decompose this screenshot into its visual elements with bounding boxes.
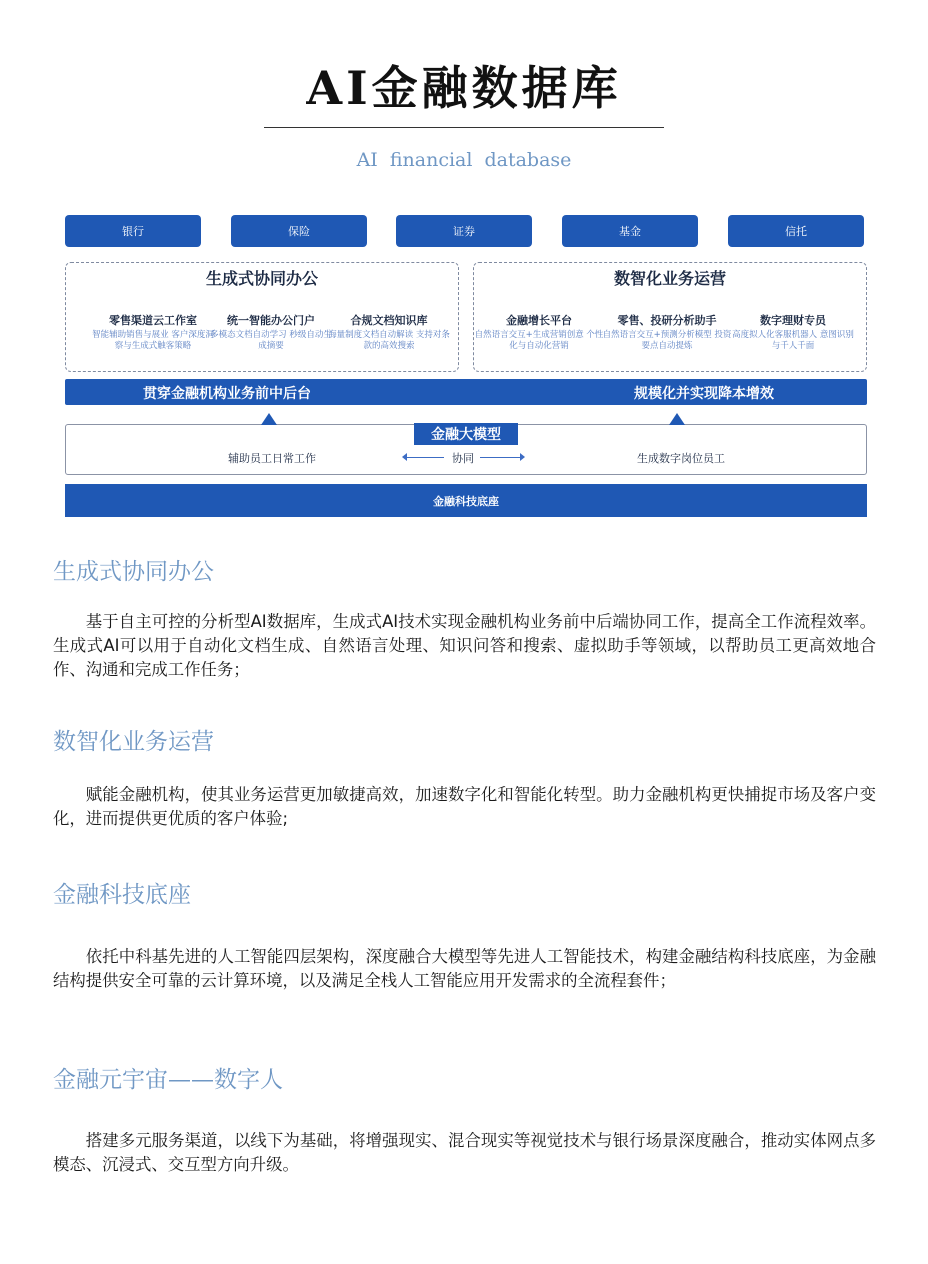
category-trust: 信托 [728, 215, 864, 247]
item-title: 数字理财专员 [760, 314, 826, 327]
fintech-base: 金融科技底座 [65, 484, 867, 517]
arrow-up-icon [669, 413, 685, 425]
arrow-left-icon [404, 457, 444, 458]
model-label: 金融大模型 [414, 423, 518, 445]
category-securities: 证券 [396, 215, 532, 247]
item-desc: 自然语言交互+预测分析模型 投资要点自动提炼 [602, 330, 732, 351]
arrow-left-head-icon [402, 453, 407, 461]
item-desc: 高度拟人化客服机器人 意图识别与千人千面 [732, 330, 854, 351]
arrow-up-icon [261, 413, 277, 425]
item-title: 金融增长平台 [506, 314, 572, 327]
item-title: 零售、投研分析助手 [617, 314, 717, 327]
model-left-text: 辅助员工日常工作 [228, 452, 316, 465]
page-title: AI金融数据库 [306, 61, 622, 115]
category-insurance: 保险 [231, 215, 367, 247]
arrow-right-head-icon [520, 453, 525, 461]
arrow-right-icon [480, 457, 520, 458]
section-heading: 金融科技底座 [53, 882, 191, 908]
item-title: 统一智能办公门户 [227, 314, 315, 327]
band-right-text: 规模化并实现降本增效 [634, 386, 774, 402]
item-title: 合规文档知识库 [350, 314, 428, 327]
item-title: 零售渠道云工作室 [109, 314, 197, 327]
section-heading: 金融元宇宙——数字人 [53, 1067, 283, 1093]
section-body: 赋能金融机构，使其业务运营更加敏捷高效，加速数字化和智能化转型。助力金融机构更快捕捉市场及客户变化，进而提供更优质的客户体验; [53, 785, 876, 828]
model-center-text: 协同 [452, 452, 474, 465]
collab-office-title: 生成式协同办公 [205, 269, 318, 288]
model-right-text: 生成数字岗位员工 [637, 452, 725, 465]
page-subtitle: AI financial database [356, 149, 572, 171]
item-desc: 智能辅助销售与展业 客户深度洞察与生成式触客策略 [92, 330, 214, 351]
section-body: 搭建多元服务渠道，以线下为基础，将增强现实、混合现实等视觉技术与银行场景深度融合，推动实体网点多模态、沉浸式、交互型方向升级。 [53, 1131, 876, 1174]
section-heading: 数智化业务运营 [53, 729, 214, 755]
section-heading: 生成式协同办公 [53, 559, 214, 585]
item-desc: 海量制度文档自动解读 支持对条款的高效搜索 [328, 330, 450, 351]
digital-ops-title: 数智化业务运营 [613, 269, 726, 288]
section-body: 依托中科基先进的人工智能四层架构，深度融合大模型等先进人工智能技术，构建金融结构科技底座，为金融结构提供安全可靠的云计算环境，以及满足全栈人工智能应用开发需求的全流程套件； [53, 947, 876, 990]
title-divider [264, 127, 664, 128]
item-desc: 自然语言交互+生成营销创意 个性化与自动化营销 [474, 330, 604, 351]
item-desc: 多模态文档自动学习 秒级自动生成摘要 [210, 330, 332, 351]
category-fund: 基金 [562, 215, 698, 247]
section-body: 基于自主可控的分析型AI数据库，生成式AI技术实现金融机构业务前中后端协同工作，提高全工作流程效率。生成式AI可以用于自动化文档生成、自然语言处理、知识问答和搜索、虚拟助手等领域，以帮助员工更高效地合作、沟通和完成工作任务； [53, 612, 876, 679]
band-left-text: 贯穿金融机构业务前中后台 [143, 386, 311, 402]
category-bank: 银行 [65, 215, 201, 247]
